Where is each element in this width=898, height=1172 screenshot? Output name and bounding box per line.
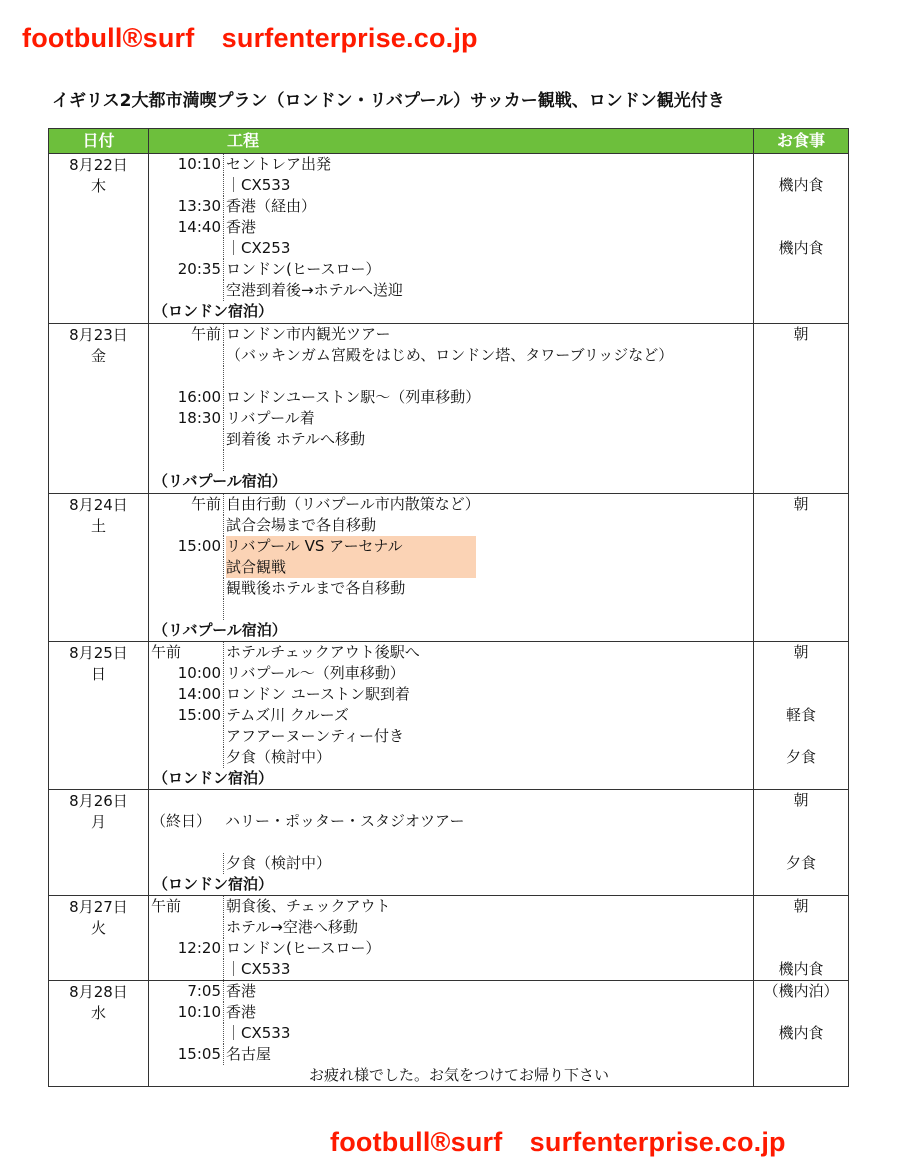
date-label: 8月23日	[69, 326, 128, 344]
schedule-line	[149, 259, 753, 280]
activity	[223, 599, 753, 620]
schedule-line	[149, 811, 753, 832]
itinerary-table	[48, 128, 849, 1087]
activity: （バッキンガム宮殿をはじめ、ロンドン塔、タワーブリッジなど）	[223, 345, 753, 366]
meal-entry	[754, 154, 848, 175]
activity: ホテルチェックアウト後駅へ	[223, 642, 753, 663]
date-cell	[49, 154, 149, 324]
time	[149, 345, 223, 366]
activity: セントレア出発	[223, 154, 753, 175]
schedule-cell	[149, 324, 754, 494]
time	[149, 1023, 223, 1044]
schedule-line	[149, 684, 753, 705]
meal-entry: 夕食	[785, 854, 816, 872]
meal-entry: 夕食	[785, 748, 816, 766]
schedule-line	[149, 642, 753, 663]
time: 13:30	[177, 197, 221, 215]
brand-footer-text: footbull®surf surfenterprise.co.jp	[330, 1127, 786, 1157]
time	[149, 917, 223, 938]
activity	[223, 450, 753, 471]
activity: ｜CX533	[223, 959, 753, 980]
match-highlight	[223, 557, 476, 578]
activity: 香港（経由）	[223, 196, 753, 217]
meal-cell	[754, 324, 849, 494]
schedule-line	[149, 853, 753, 874]
page-title: イギリス2大都市満喫プラン（ロンドン・リバプール）サッカー観戦、ロンドン観光付き	[52, 91, 725, 111]
schedule-line	[149, 917, 753, 938]
activity: リバプール～（列車移動）	[223, 663, 753, 684]
meal-entry	[754, 726, 848, 747]
schedule-line	[149, 345, 753, 366]
day-row	[49, 642, 849, 790]
schedule-line	[149, 1044, 753, 1065]
match-text: リバプール VS アーセナル	[226, 536, 476, 557]
date-cell	[49, 642, 149, 790]
meal-entry: 軽食	[785, 706, 816, 724]
time	[149, 280, 223, 301]
activity: ホテル→空港へ移動	[223, 917, 753, 938]
time	[149, 853, 223, 874]
meal-entry	[754, 217, 848, 238]
date-cell	[49, 981, 149, 1087]
activity: ロンドン(ヒースロー）	[223, 259, 753, 280]
schedule-line	[149, 429, 753, 450]
date-label: 8月25日	[69, 644, 128, 662]
weekday-label: 木	[90, 177, 106, 195]
table-header-row	[49, 129, 849, 154]
time: 午前	[190, 325, 221, 343]
activity	[223, 366, 753, 387]
schedule-line	[149, 599, 753, 620]
activity: 香港	[223, 217, 753, 238]
time: 18:30	[177, 409, 221, 427]
day-row	[49, 324, 849, 494]
schedule-line	[149, 238, 753, 259]
date-cell	[49, 324, 149, 494]
activity: ロンドン ユーストン駅到着	[223, 684, 753, 705]
schedule-line	[149, 938, 753, 959]
time	[149, 578, 223, 599]
time: 15:00	[177, 706, 221, 724]
activity: テムズ川 クルーズ	[223, 705, 753, 726]
activity: 名古屋	[223, 1044, 753, 1065]
schedule-line	[149, 366, 753, 387]
time	[149, 450, 223, 471]
schedule-cell	[149, 790, 754, 896]
activity: 香港	[223, 1002, 753, 1023]
day-row	[49, 896, 849, 981]
schedule-line	[149, 387, 753, 408]
meal-entry: 朝	[793, 495, 809, 513]
schedule-line	[149, 705, 753, 726]
weekday-label: 水	[90, 1004, 106, 1022]
activity: ロンドン市内観光ツアー	[223, 324, 753, 345]
time	[149, 515, 223, 536]
schedule-line	[149, 896, 753, 917]
weekday-label: 土	[90, 517, 106, 535]
meal-entry	[754, 938, 848, 959]
meal-cell	[754, 896, 849, 981]
overnight-stay: （リバプール宿泊）	[153, 621, 287, 639]
overnight-stay: （リバプール宿泊）	[153, 472, 287, 490]
time: 10:10	[177, 155, 221, 173]
activity: 朝食後、チェックアウト	[223, 896, 753, 917]
schedule-line	[149, 1002, 753, 1023]
schedule-line	[149, 747, 753, 768]
schedule-line	[149, 726, 753, 747]
meal-entry: 機内食	[778, 176, 824, 194]
time	[149, 747, 223, 768]
weekday-label: 月	[90, 813, 106, 831]
schedule-line	[149, 790, 753, 811]
meal-entry	[754, 1002, 848, 1023]
date-cell	[49, 790, 149, 896]
weekday-label: 日	[90, 665, 106, 683]
meal-cell	[754, 981, 849, 1087]
brand-header-text: footbull®surf surfenterprise.co.jp	[22, 23, 478, 53]
time	[149, 366, 223, 387]
time: （終日）	[151, 812, 212, 830]
overnight-stay: （ロンドン宿泊）	[153, 769, 274, 787]
activity: 香港	[223, 981, 753, 1002]
schedule-line	[149, 324, 753, 345]
meal-entry: 機内食	[778, 1024, 824, 1042]
time	[149, 238, 223, 259]
schedule-line	[149, 536, 753, 557]
date-label: 8月26日	[69, 792, 128, 810]
weekday-label: 金	[90, 347, 106, 365]
time: 午前	[190, 495, 221, 513]
day-row	[49, 981, 849, 1087]
meal-cell	[754, 154, 849, 324]
time	[149, 959, 223, 980]
schedule-cell	[149, 494, 754, 642]
date-label: 8月27日	[69, 898, 128, 916]
activity: 試合会場まで各自移動	[223, 515, 753, 536]
time	[149, 790, 223, 811]
weekday-label: 火	[90, 919, 106, 937]
activity	[223, 832, 753, 853]
schedule-line	[149, 217, 753, 238]
date-cell	[49, 494, 149, 642]
meal-entry	[754, 196, 848, 217]
header-date: 日付	[49, 129, 149, 154]
date-label: 8月28日	[69, 983, 128, 1001]
activity: ロンドンユーストン駅～（列車移動）	[223, 387, 753, 408]
schedule-line	[149, 1023, 753, 1044]
activity: ｜CX253	[223, 238, 753, 259]
schedule-line	[149, 494, 753, 515]
schedule-cell	[149, 896, 754, 981]
activity: リバプール着	[223, 408, 753, 429]
time: 14:40	[177, 218, 221, 236]
meal-entry: 機内食	[778, 960, 824, 978]
meal-entry	[754, 684, 848, 705]
activity: 到着後 ホテルへ移動	[223, 429, 753, 450]
date-cell	[49, 896, 149, 981]
schedule-line	[149, 832, 753, 853]
meal-cell	[754, 642, 849, 790]
activity: ハリー・ポッター・スタジオツアー	[225, 812, 465, 830]
time: 午前	[151, 643, 182, 661]
day-row	[49, 494, 849, 642]
activity: 夕食（検討中）	[223, 853, 753, 874]
time: 14:00	[177, 685, 221, 703]
schedule-line	[149, 408, 753, 429]
meal-entry: 朝	[793, 897, 809, 915]
time: 午前	[151, 897, 182, 915]
match-text: 試合観戦	[226, 557, 476, 578]
meal-cell	[754, 494, 849, 642]
meal-entry	[754, 832, 848, 853]
schedule-line	[149, 959, 753, 980]
schedule-line	[149, 175, 753, 196]
activity	[223, 790, 753, 811]
meal-entry: 朝	[793, 791, 809, 809]
schedule-line	[149, 196, 753, 217]
closing-message: お疲れ様でした。お気をつけてお帰り下さい	[309, 1066, 610, 1084]
meal-cell	[754, 790, 849, 896]
activity: ロンドン(ヒースロー）	[223, 938, 753, 959]
header-schedule: 工程	[149, 129, 754, 154]
time	[149, 175, 223, 196]
meal-entry: 機内食	[778, 239, 824, 257]
meal-entry: 朝	[793, 643, 809, 661]
schedule-line	[149, 280, 753, 301]
time: 20:35	[177, 260, 221, 278]
activity: 空港到着後→ホテルへ送迎	[223, 280, 753, 301]
meal-entry	[754, 917, 848, 938]
activity: 夕食（検討中）	[223, 747, 753, 768]
meal-entry: 朝	[793, 325, 809, 343]
day-row	[49, 790, 849, 896]
time: 15:05	[177, 1045, 221, 1063]
meal-entry	[754, 811, 848, 832]
time	[149, 726, 223, 747]
activity: 自由行動（リバプール市内散策など）	[223, 494, 753, 515]
time: 10:00	[177, 664, 221, 682]
time	[149, 832, 223, 853]
time	[149, 599, 223, 620]
date-label: 8月24日	[69, 496, 128, 514]
overnight-stay: （ロンドン宿泊）	[153, 875, 274, 893]
schedule-cell	[149, 981, 754, 1087]
time: 10:10	[177, 1003, 221, 1021]
schedule-line	[149, 981, 753, 1002]
schedule-cell	[149, 154, 754, 324]
schedule-line	[149, 578, 753, 599]
time: 15:00	[177, 537, 221, 555]
time	[149, 557, 223, 578]
activity: ｜CX533	[223, 175, 753, 196]
meal-entry: （機内泊）	[763, 982, 839, 1000]
schedule-line	[149, 450, 753, 471]
date-label: 8月22日	[69, 156, 128, 174]
time	[149, 429, 223, 450]
meal-entry	[754, 663, 848, 684]
schedule-line	[149, 663, 753, 684]
schedule-line	[149, 154, 753, 175]
schedule-cell	[149, 642, 754, 790]
schedule-line	[149, 557, 753, 578]
time: 12:20	[177, 939, 221, 957]
activity: 観戦後ホテルまで各自移動	[223, 578, 753, 599]
schedule-line	[149, 515, 753, 536]
match-highlight	[223, 536, 476, 557]
overnight-stay: （ロンドン宿泊）	[153, 302, 274, 320]
header-meal: お食事	[754, 129, 849, 154]
time: 7:05	[187, 982, 221, 1000]
activity: アフアーヌーンティー付き	[223, 726, 753, 747]
day-row	[49, 154, 849, 324]
time: 16:00	[177, 388, 221, 406]
activity: ｜CX533	[223, 1023, 753, 1044]
